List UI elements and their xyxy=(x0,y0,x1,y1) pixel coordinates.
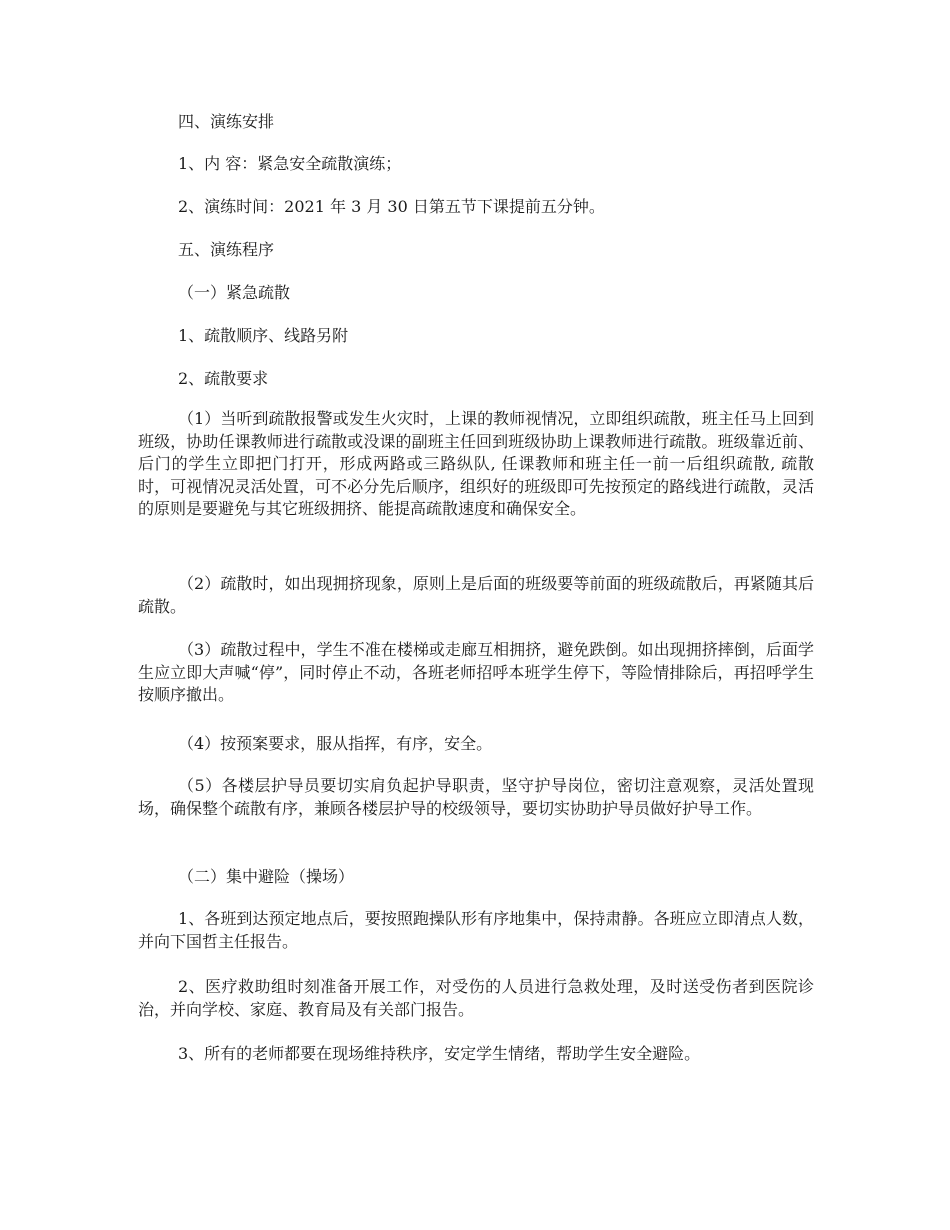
assembly-paragraph-2: 2、医疗救助组时刻准备开展工作，对受伤的人员进行急救处理，及时送受伤者到医院诊治，并向学校、家庭、教育局及有关部门报告。 xyxy=(138,977,814,1019)
assembly-paragraph-3: 3、所有的老师都要在现场维持秩序，安定学生情绪，帮助学生安全避险。 xyxy=(178,1044,701,1063)
requirement-paragraph-3: （3）疏散过程中，学生不准在楼梯或走廊互相拥挤，避免跌倒。如出现拥挤摔倒，后面学生应立即大声喊“停”，同时停止不动，各班老师招呼本班学生停下，等险情排除后，再招呼学生按顺序撤出。 xyxy=(138,640,814,705)
subheading-assembly-shelter: （二）集中避险（操场） xyxy=(178,867,355,886)
requirement-paragraph-1: （1）当听到疏散报警或发生火灾时，上课的教师视情况，立即组织疏散，班主任马上回到班级，协助任课教师进行疏散或没课的副班主任回到班级协助上课教师进行疏散。班级靠近前、后门的学生立即把门打开，形成两路或三路纵队, 任课教师和班主任一前一后组织疏散, 疏散时，可视情况灵活处置，可不必分先后顺序，组织好的班级即可先按预定的路线进行疏散，灵活的原则是要避免与其它班级拥挤、能提高疏散速度和确保安全。 xyxy=(138,409,814,519)
evacuation-route-item: 1、疏散顺序、线路另附 xyxy=(178,326,349,345)
requirement-paragraph-2: （2）疏散时，如出现拥挤现象，原则上是后面的班级要等前面的班级疏散后，再紧随其后疏散。 xyxy=(138,574,814,616)
requirement-paragraph-4: （4）按预案要求，服从指挥，有序，安全。 xyxy=(178,734,493,753)
assembly-paragraph-1: 1、各班到达预定地点后，要按照跑操队形有序地集中，保持肃静。各班应立即清点人数，并向下国哲主任报告。 xyxy=(138,909,814,951)
requirement-paragraph-5: （5）各楼层护导员要切实肩负起护导职责，坚守护导岗位，密切注意观察，灵活处置现场，确保整个疏散有序，兼顾各楼层护导的校级领导，要切实协助护导员做好护导工作。 xyxy=(138,776,814,818)
evacuation-requirements-item: 2、疏散要求 xyxy=(178,369,269,388)
section-heading-drill-arrangement: 四、演练安排 xyxy=(178,112,275,131)
subheading-emergency-evacuation: （一）紧急疏散 xyxy=(178,283,291,302)
drill-time-item: 2、演练时间：2021 年 3 月 30 日第五节下课提前五分钟。 xyxy=(178,197,605,216)
section-heading-drill-procedure: 五、演练程序 xyxy=(178,240,275,259)
drill-content-item: 1、内 容：紧急安全疏散演练； xyxy=(178,154,402,173)
